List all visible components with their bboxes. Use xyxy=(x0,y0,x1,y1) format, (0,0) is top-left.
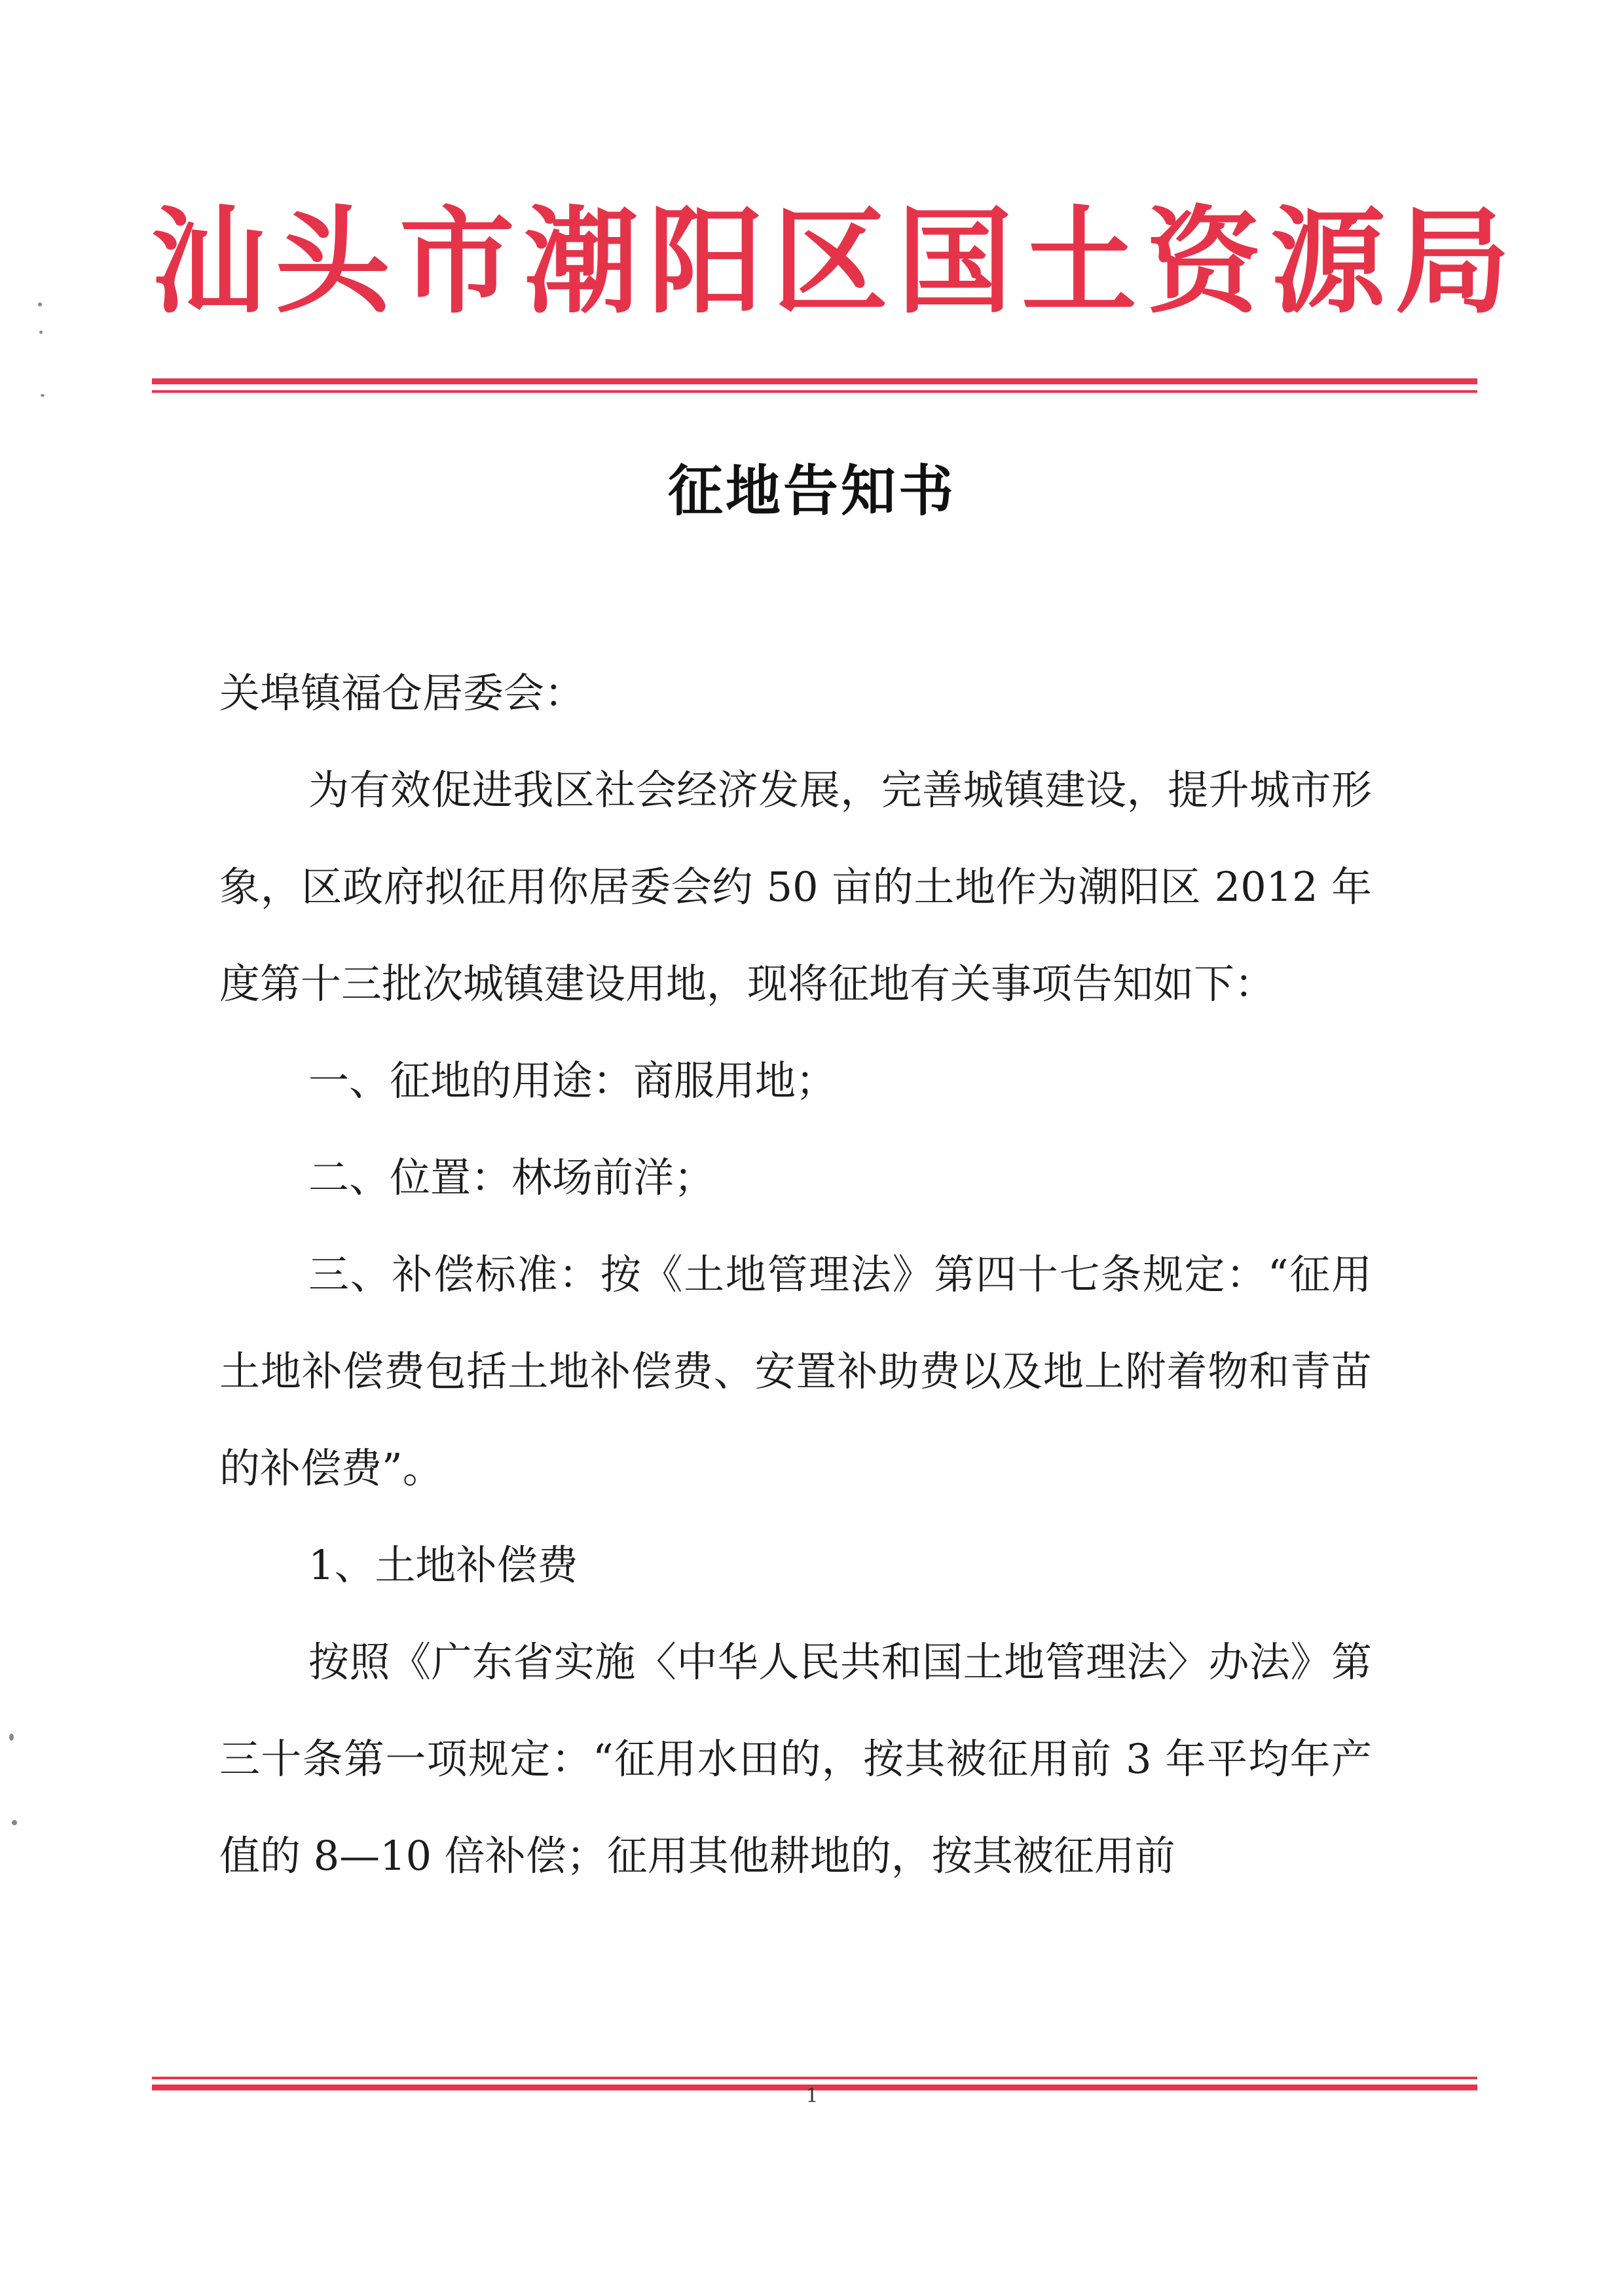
scan-speck xyxy=(9,1734,14,1741)
scan-speck xyxy=(12,1820,17,1825)
header-rule-thin xyxy=(152,390,1477,393)
paragraph-intro: 为有效促进我区社会经济发展，完善城镇建设，提升城市形象，区政府拟征用你居委会约 50 亩的土地作为潮阳区 2012 年度第十三批次城镇建设用地，现将征地有关事项告知如下： xyxy=(219,766,1372,1008)
footer-rule-thin xyxy=(152,2077,1477,2079)
document-body xyxy=(219,645,1372,1904)
paragraph-land-compensation-rule: 按照《广东省实施〈中华人民共和国土地管理法〉办法》第三十条第一项规定：“征用水田的，按其被征用前 3 年平均年产值的 8—10 倍补偿；征用其他耕地的，按其被征用前 xyxy=(219,1638,1372,1880)
paragraph-land-compensation-heading: 1、土地补偿费 xyxy=(308,1541,578,1589)
paragraph-purpose: 一、征地的用途：商服用地； xyxy=(308,1057,837,1104)
page-number: 1 xyxy=(805,2085,819,2107)
scan-speck xyxy=(38,302,42,306)
document-title: 征地告知书 xyxy=(667,459,956,523)
scan-speck xyxy=(39,331,43,334)
paragraph-compensation-standard: 三、补偿标准：按《土地管理法》第四十七条规定：“征用土地补偿费包括土地补偿费、安置补助费以及地上附着物和青苗的补偿费”。 xyxy=(219,1250,1372,1492)
paragraph-location: 二、位置：林场前洋； xyxy=(308,1154,715,1201)
header-rule-thick xyxy=(152,378,1477,384)
scan-speck xyxy=(41,394,45,397)
salutation: 关埠镇福仓居委会： xyxy=(219,669,585,717)
letterhead-issuer: 汕头市潮阳区国土资源局 xyxy=(151,194,1520,329)
